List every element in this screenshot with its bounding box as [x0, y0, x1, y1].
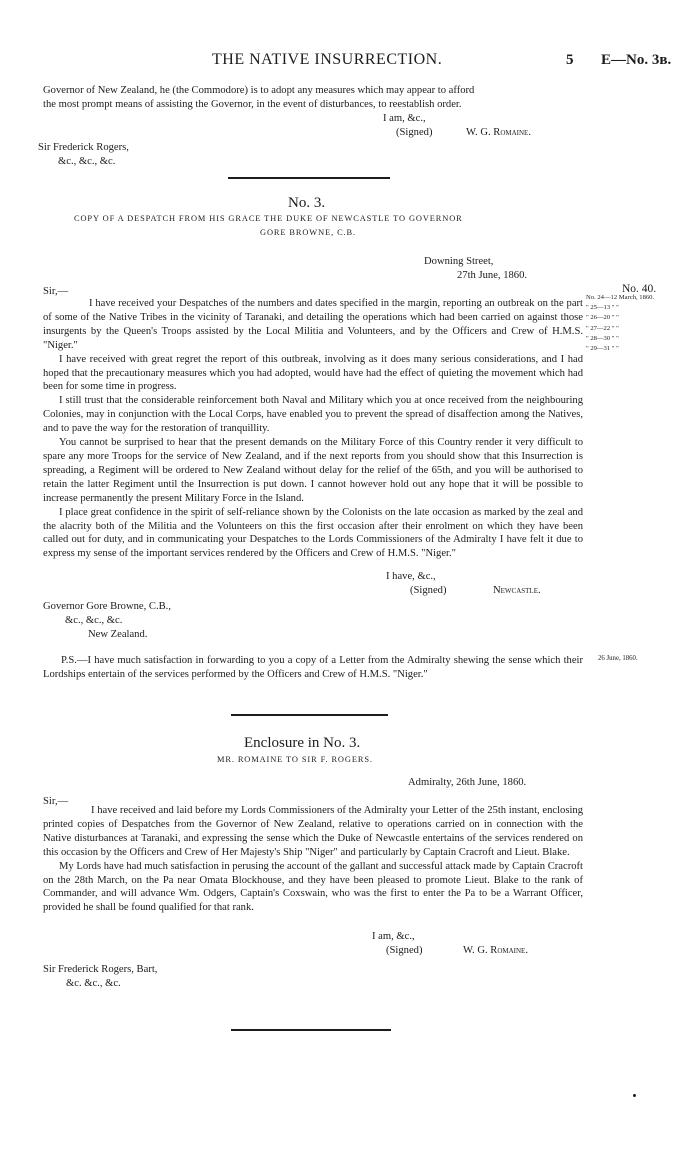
section-1-place: Downing Street,	[424, 256, 494, 267]
section-2-body	[43, 804, 583, 915]
top-letter-addressee-etc: &c., &c., &c.	[58, 156, 116, 167]
top-letter-line-1: Governor of New Zealand, he (the Commodore) is to adopt any measures which may appear to afford	[43, 85, 475, 96]
section-2-closing: I am, &c.,	[372, 931, 415, 942]
paper-reference: E—No. 3в.	[601, 52, 672, 68]
section-2-heading: Enclosure in No. 3.	[244, 735, 361, 751]
margin-ref: " 27—22 " "	[586, 324, 619, 332]
section-1-closing: I have, &c.,	[386, 571, 436, 582]
section-1-title-line-1	[74, 214, 463, 223]
section-rule-3	[231, 1029, 391, 1031]
margin-ref: " 26—20 " "	[586, 314, 619, 322]
section-1-body	[43, 297, 583, 561]
top-letter-closing: I am, &c.,	[383, 113, 426, 124]
margin-ref: No. 24—12 March, 1860.	[586, 294, 655, 301]
section-2-signed: (Signed)	[386, 945, 423, 956]
section-1-despatch-number: No. 40.	[622, 283, 657, 295]
section-2-subtitle: MR. ROMAINE TO SIR F. ROGERS.	[217, 755, 373, 764]
section-2-paragraph: My Lords have had much satisfaction in perusing the account of the gallant and successful attack made by Captain Cracroft on the 28th March, on the Pa near Omata Blockhouse, and they have been pleased to promote Lieut. Blake to the rank of Commander, and will advance Wm. Odgers, Captain's Coxswain, who was the first to enter the Pa to be a Warrant Officer, provided he shall be found qualified for that rank.	[43, 860, 583, 914]
section-1-title-text: COPY OF A DESPATCH FROM HIS GRACE THE DUKE OF NEWCASTLE TO GOVERNOR	[74, 214, 463, 223]
section-1-paragraph: I have received your Despatches of the numbers and dates specified in the margin, reporting an outbreak on the part of some of the Native Tribes in the vicinity of Taranaki, and detailing the operations which had been carried on against those insurgents by the Queen's Troops assisted by the Local Militia and Volunteers, and by the Officers and Crew of H.M.S. "Niger."	[43, 298, 583, 351]
section-rule-2	[231, 714, 388, 716]
running-title: THE NATIVE INSURRECTION.	[212, 51, 443, 68]
margin-ref: " 28—30 " "	[586, 334, 619, 342]
top-letter-line-2: the most prompt means of assisting the Governor, in the event of disturbances, to reestablish order.	[43, 99, 462, 110]
margin-ref: " 29—31 " "	[586, 345, 619, 353]
section-2-signatory: W. G. Romaine.	[463, 945, 528, 956]
section-1-date: 27th June, 1860.	[457, 270, 528, 281]
postscript-text: P.S.—I have much satisfaction in forwarding to you a copy of a Letter from the Admiralty shewing the sense which their Lordships entertain of the services performed by the Officers and Crew of H.M.S. "Niger."	[43, 655, 583, 680]
margin-despatch-references	[586, 293, 654, 354]
section-1-salutation: Sir,—	[43, 286, 69, 297]
section-1-signatory: Newcastle.	[493, 585, 541, 596]
stray-mark	[633, 1094, 636, 1097]
postscript-margin-date: 26 June, 1860.	[598, 655, 638, 662]
section-1-postscript	[43, 654, 583, 682]
page-number: 5	[566, 52, 574, 68]
top-letter-addressee: Sir Frederick Rogers,	[38, 142, 129, 153]
section-1-title-line-2: GORE BROWNE, C.B.	[260, 228, 357, 237]
section-2-paragraph: I have received and laid before my Lords Commissioners of the Admiralty your Letter of the 25th instant, enclosing printed copies of Despatches from the Governor of New Zealand, relative to operations carried on in connection with the Native disturbances at Taranaki, and expressing the sense which the Duke of Newcastle entertains of the services rendered on this occasion by the Officers and Crew of Her Majesty's Ship "Niger" and particularly by Captain Cracroft and Lieut. Blake.	[43, 805, 583, 858]
section-1-signed: (Signed)	[410, 585, 447, 596]
section-1-addressee-etc: &c., &c., &c.	[65, 615, 123, 626]
section-2-addressee-etc: &c. &c., &c.	[66, 978, 121, 989]
section-1-paragraph: I have received with great regret the report of this outbreak, involving as it does many serious considerations, and I had hoped that the precautionary measures which you had adopted, would have had the effect of quieting the movement which had been for some time in progress.	[43, 353, 583, 393]
section-2-salutation: Sir,—	[43, 796, 69, 807]
section-2-place-date: Admiralty, 26th June, 1860.	[408, 777, 527, 788]
section-1-addressee-place: New Zealand.	[88, 629, 148, 640]
section-1-paragraph: I still trust that the considerable reinforcement both Naval and Military which you at once received from the neighbouring Colonies, may in conjunction with the Local Corps, have enabled you to prevent the spread of disaffection among the Natives, and to pave the way for the restoration of tranquillity.	[43, 395, 583, 435]
top-letter-signatory: W. G. Romaine.	[466, 127, 531, 138]
section-1-paragraph: I place great confidence in the spirit of self-reliance shown by the Colonists on the late occasion as marked by the zeal and the alacrity both of the Militia and the Volunteers on this the first occasion after their enrolment on which they have been called out for duty, and in communicating your Despatches to the Lords Commissioners of the Admiralty I have felt it due to express my sense of the important services rendered by the Officers and Crew of H.M.S. "Niger."	[43, 506, 583, 560]
section-rule-1	[228, 177, 390, 179]
section-2-addressee: Sir Frederick Rogers, Bart,	[43, 964, 158, 975]
section-1-addressee: Governor Gore Browne, C.B.,	[43, 601, 171, 612]
section-1-paragraph: You cannot be surprised to hear that the present demands on the Military Force of this Country render it very difficult to spare any more Troops for the service of New Zealand, and if the next reports from you should show that this Insurrection is spreading, a Regiment will be ordered to New Zealand without delay for the relief of the 65th, and you will be authorised to retain the latter Regiment until the Insurrection is put down. I cannot however hold out any hope that it will be possible to increase permanently the present Military Force in the Island.	[43, 437, 583, 504]
top-letter-signed: (Signed)	[396, 127, 433, 138]
margin-ref: " 25—13 " "	[586, 304, 619, 312]
section-1-heading: No. 3.	[288, 195, 326, 211]
